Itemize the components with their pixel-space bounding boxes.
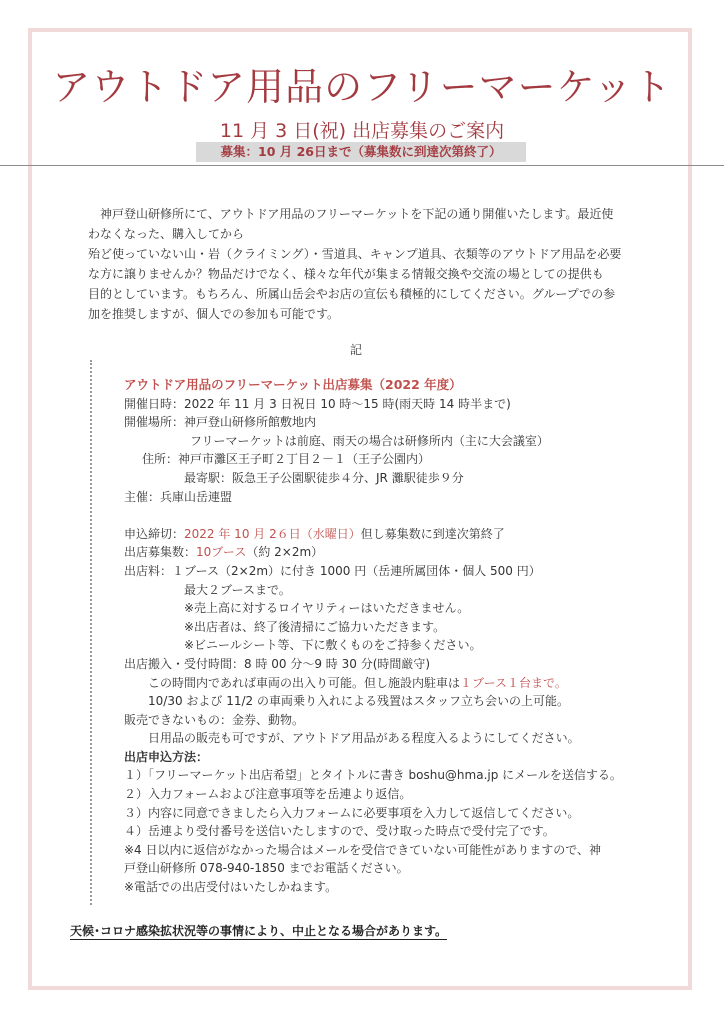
deadline-note: 但し募集数に到達次第終了 bbox=[360, 526, 505, 541]
apply-step: ２）入力フォームおよび注意事項等を岳連より返信。 bbox=[124, 787, 412, 802]
details-section bbox=[124, 376, 654, 897]
booths-label: 出店募集数： bbox=[124, 545, 197, 560]
header-divider bbox=[0, 165, 724, 166]
note-cleanup: ※出店者は、終了後清掃にご協力いただきます。 bbox=[184, 619, 446, 634]
booth-fee: 出店料：１ブース（2×2m）に付き 1000 円（岳連所属団体・個人 500 円） bbox=[124, 563, 541, 578]
event-date: 開催日時：2022 年 11 月 3 日祝日 10 時～15 時(雨天時 14 時半まで) bbox=[124, 396, 511, 411]
footer-notice: 天候･コロナ感染拡状況等の事情により、中止となる場合があります。 bbox=[70, 924, 448, 938]
ki-marker: 記 bbox=[350, 343, 363, 357]
note-royalty: ※売上高に対するロイヤリティーはいただきません。 bbox=[184, 601, 470, 616]
overnight-note: 10/30 および 11/2 の車両乗り入れによる残置はスタッフ立ち会いの上可能。 bbox=[148, 694, 569, 709]
note-sheet: ※ビニールシート等、下に敷くものをご持参ください。 bbox=[184, 638, 482, 653]
page-title: アウトドア用品のフリーマーケット bbox=[52, 65, 672, 109]
intro-line: 神戸登山研修所にて、アウトドア用品のフリーマーケットを下記の通り開催いたします。最近使 bbox=[100, 207, 614, 221]
apply-step: １）「フリーマーケット出店希望」とタイトルに書き boshu@hma.jp にメールを送信する。 bbox=[124, 768, 622, 783]
note-phone: 戸登山研修所 078-940-1850 までお電話ください。 bbox=[124, 861, 409, 876]
fee-max: 最大２ブースまで。 bbox=[184, 582, 291, 597]
note-no-phone: ※電話での出店受付はいたしかねます。 bbox=[124, 880, 338, 895]
intro-line: わなくなった、購入してから bbox=[88, 227, 245, 241]
intro-line: 殆ど使っていない山・岩（クライミング）・雪道具、キャンプ道具、衣類等のアウトドア用品を必要 bbox=[88, 247, 622, 261]
setup-time: 出店搬入・受付時間：8 時 00 分～9 時 30 分(時間厳守) bbox=[124, 656, 431, 671]
apply-title: 出店申込方法： bbox=[124, 749, 209, 764]
dotted-margin-line bbox=[90, 360, 92, 905]
intro-line: な方に譲りませんか？物品だけでなく、様々な年代が集まる情報交換や交流の場としての提供も bbox=[88, 267, 604, 281]
deadline-banner: 募集：10 月 26日まで（募集数に到達次第終了） bbox=[196, 142, 526, 162]
intro-line: 加を推奨しますが、個人での参加も可能です。 bbox=[88, 307, 340, 321]
event-venue: 開催場所：神戸登山研修所館敷地内 bbox=[124, 415, 317, 430]
vehicle-note bbox=[124, 674, 654, 693]
nearest-station: 最寄駅：阪急王子公園駅徒歩４分、JR 灘駅徒歩９分 bbox=[184, 470, 464, 485]
deadline-date: 2022 年 10 月 2６日（水曜日） bbox=[184, 526, 361, 541]
apply-step: ４）岳連より受付番号を送信いたしますので、受け取った時点で受付完了です。 bbox=[124, 824, 555, 839]
vehicle-text: この時間内であれば車両の出入り可能。但し施設内駐車は bbox=[148, 675, 461, 690]
venue-note: フリーマーケットは前庭、雨天の場合は研修所内（主に大会議室） bbox=[190, 433, 549, 448]
booths-value: 10ブース bbox=[196, 545, 247, 560]
note-reply: ※4 日以内に返信がなかった場合はメールを受信できていない可能性がありますので、神 bbox=[124, 842, 602, 857]
section-title: アウトドア用品のフリーマーケット出店募集（2022 年度） bbox=[124, 377, 462, 392]
blank-line bbox=[124, 506, 654, 525]
prohibited-items: 販売できないもの：金券、動物。 bbox=[124, 712, 305, 727]
organizer: 主催：兵庫山岳連盟 bbox=[124, 489, 233, 504]
application-deadline bbox=[124, 525, 654, 544]
booth-count bbox=[124, 543, 654, 562]
page-subtitle: 11 月 3 日(祝) 出店募集のご案内 bbox=[219, 120, 505, 142]
intro-line: 目的としています。もちろん、所属山岳会やお店の宣伝も積極的にしてください。グループでの参 bbox=[88, 287, 616, 301]
booths-note: （約 2×2m） bbox=[246, 545, 324, 560]
deadline-label: 申込締切： bbox=[124, 526, 185, 541]
event-address: 住所：神戸市灘区王子町２丁目２－１（王子公園内） bbox=[142, 452, 431, 467]
vehicle-limit: １ブース１台まで。 bbox=[460, 675, 567, 690]
apply-step: ３）内容に同意できましたら入力フォームに必要事項を入力して返信してください。 bbox=[124, 805, 580, 820]
intro-paragraph bbox=[88, 204, 648, 324]
daily-goods-note: 日用品の販売も可ですが、アウトドア用品がある程度入るようにしてください。 bbox=[148, 731, 580, 746]
